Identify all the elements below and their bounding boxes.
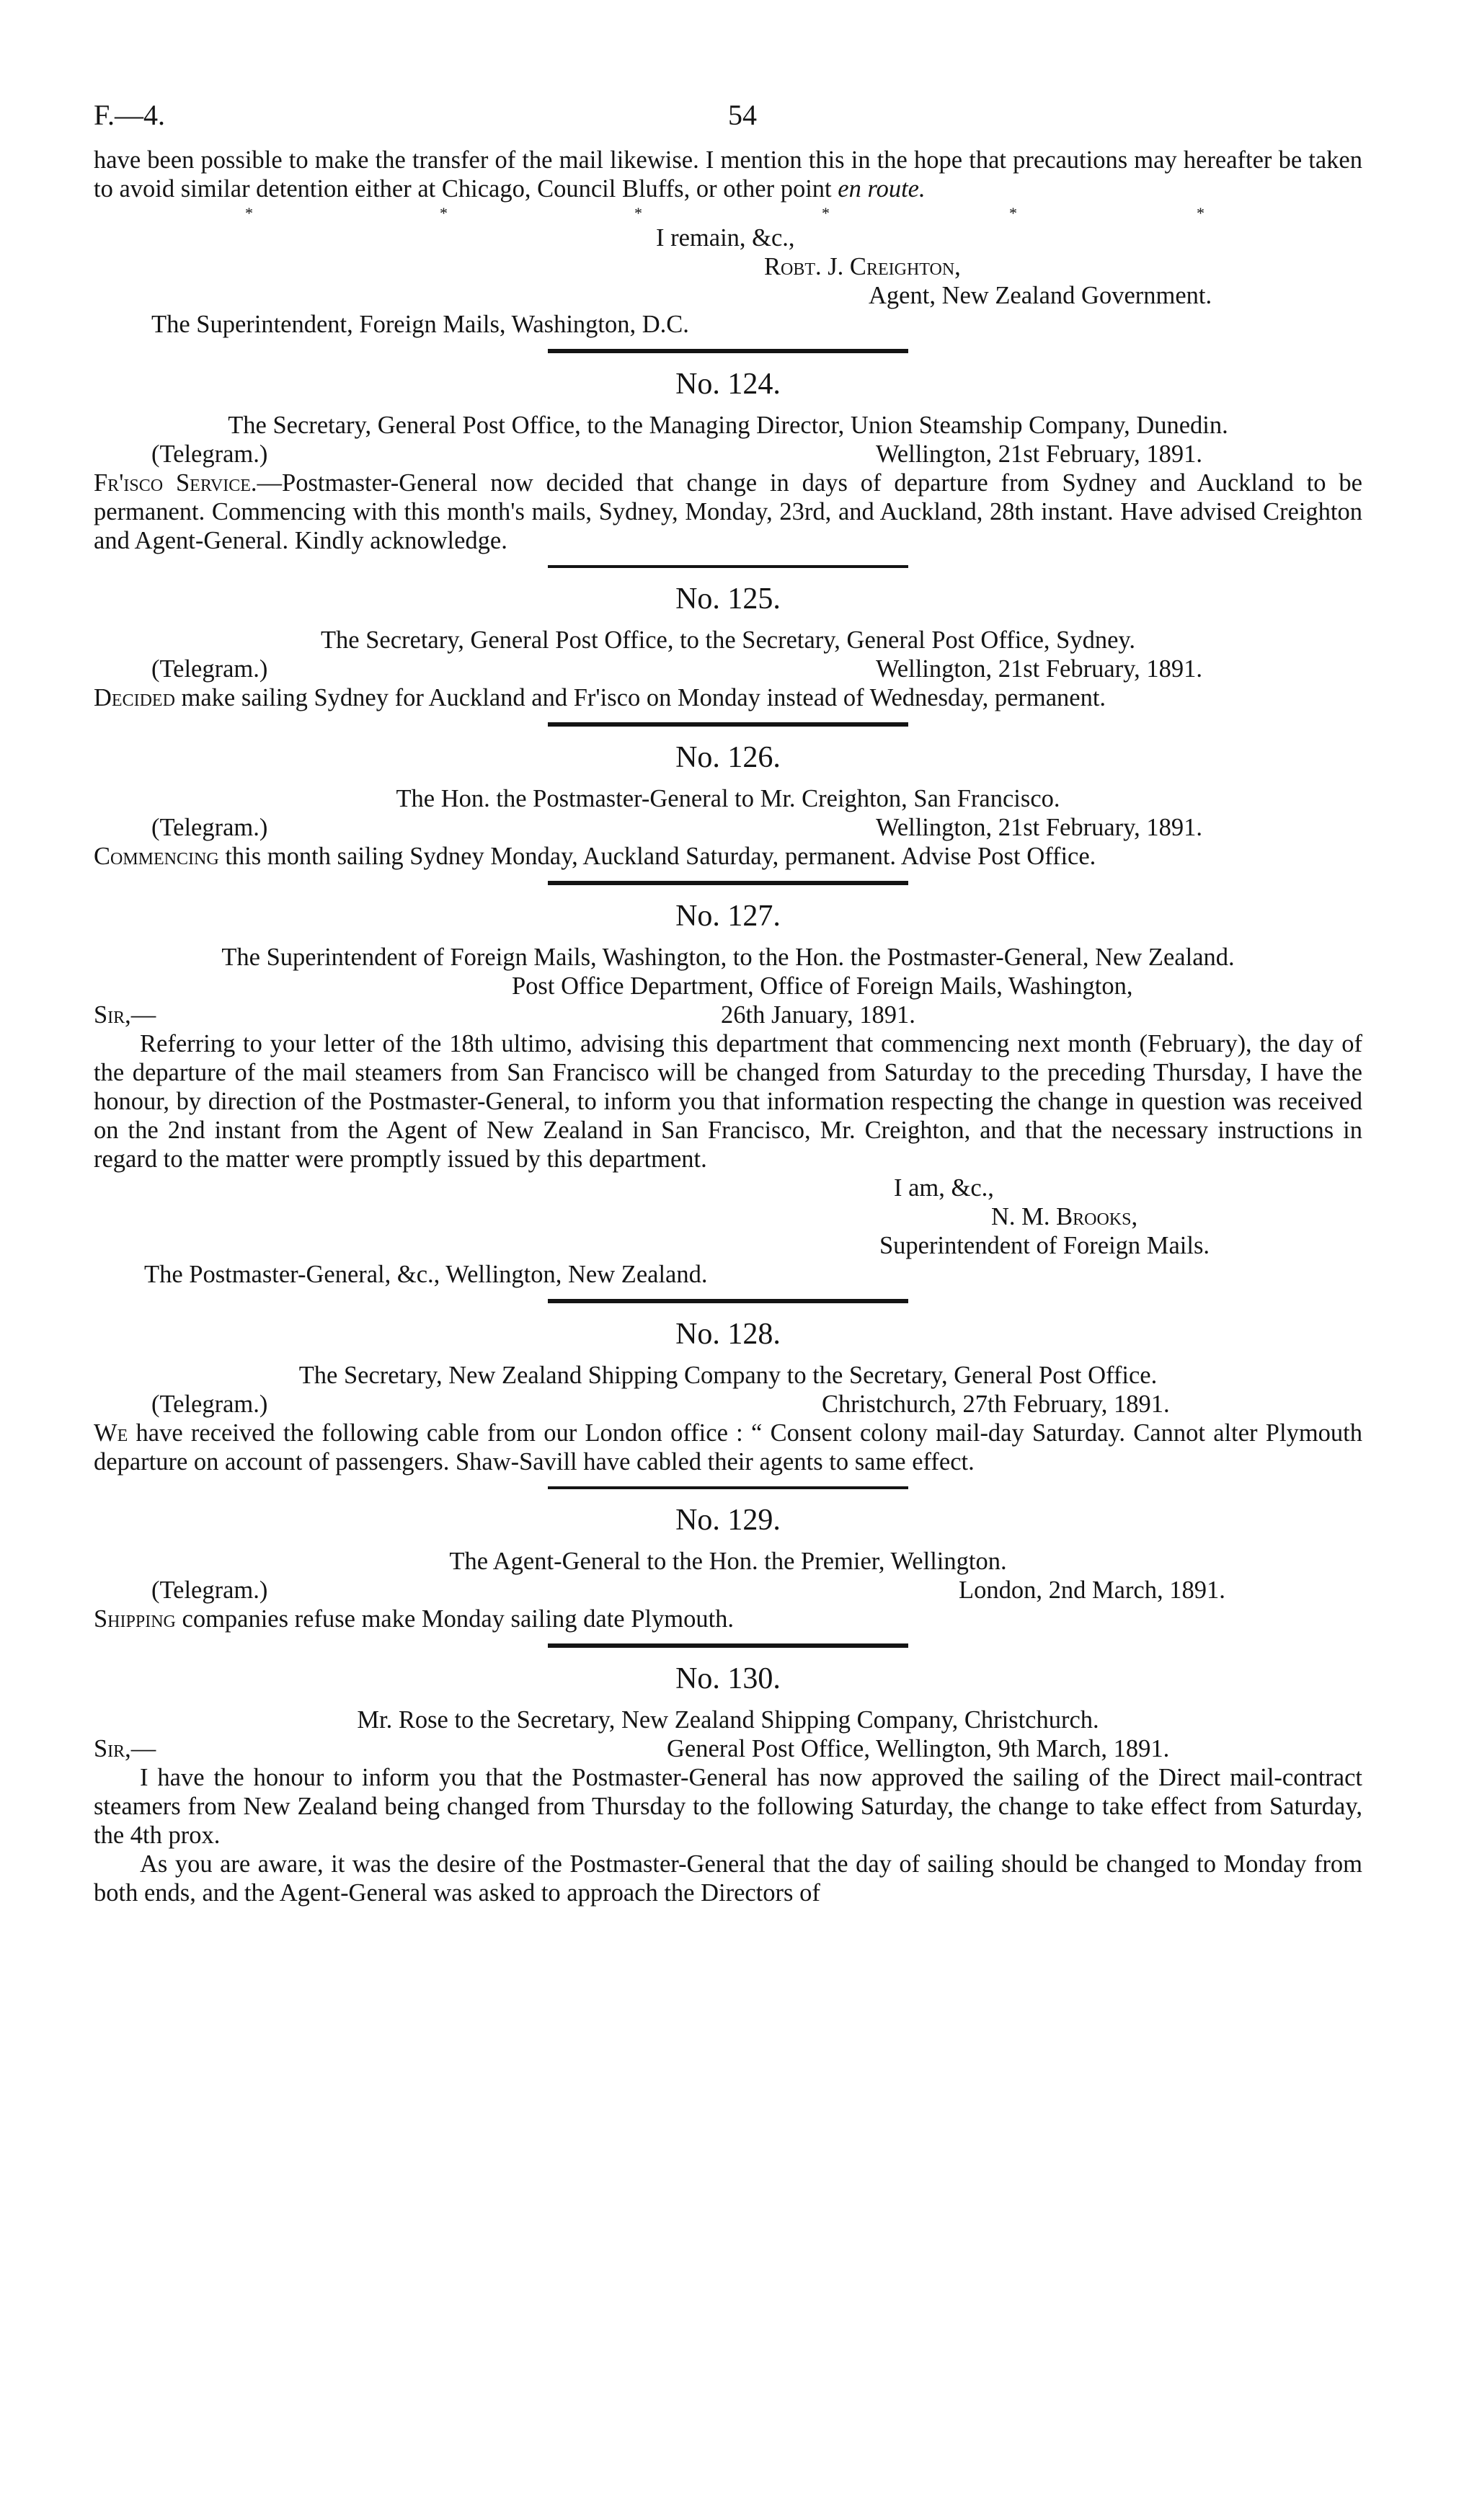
letter-heading: The Agent-General to the Hon. the Premier, Wellington. [449,1548,1007,1575]
section-divider [548,881,908,885]
letter-body [94,683,1362,712]
intro-italic-tail: en route. [838,175,926,203]
letter-heading: Mr. Rose to the Secretary, New Zealand Shipping Company, Christchurch. [357,1706,1099,1734]
ellipsis-stars [94,203,1362,223]
section-divider [548,722,908,727]
body-text: this month sailing Sydney Monday, Auckland Saturday, permanent. Advise Post Office. [218,843,1096,870]
section-divider [548,349,908,353]
letter-number: No. 129. [675,1504,781,1537]
letter-number: No. 125. [675,582,781,616]
salutation: Sir,— [94,1001,156,1029]
letter-number: No. 127. [675,900,781,933]
letter-heading: The Secretary, General Post Office, to the Managing Director, Union Steamship Company, Dunedin. [228,412,1228,439]
star: * [1197,204,1205,222]
letter-heading: The Secretary, General Post Office, to the Secretary, General Post Office, Sydney. [320,626,1136,654]
letter-number: No. 126. [675,741,781,774]
place-date: Wellington, 21st February, 1891. [876,655,1203,683]
letter-body [94,842,1362,871]
salutation: Sir,— [94,1735,156,1762]
body-text: make sailing Sydney for Auckland and Fr'isco on Monday instead of Wednesday, permanent. [174,684,1106,711]
letter-body [94,469,1362,555]
place-date: General Post Office, Wellington, 9th March, 1891. [667,1735,1170,1762]
section-divider [548,565,908,568]
addressee: The Superintendent, Foreign Mails, Washington, D.C. [151,311,689,338]
body-text: companies refuse make Monday sailing date Plymouth. [175,1605,735,1633]
lead-word: Decided [94,684,175,711]
star: * [440,204,448,222]
letter-heading: The Secretary, New Zealand Shipping Company to the Secretary, General Post Office. [298,1362,1158,1389]
addressee: The Postmaster-General, &c., Wellington, New Zealand. [144,1261,708,1288]
telegram-label: (Telegram.) [151,1390,268,1418]
body-text: have received the following cable from our London office : “ Consent colony mail-day Saturday. Cannot alter Plymouth departure on account of passengers. Shaw-Savill have cabled their agents to same effect. [94,1419,1362,1476]
date-line: 26th January, 1891. [721,1001,915,1029]
lead-word: Commencing [94,843,219,870]
closing: I am, &c., [894,1174,994,1202]
telegram-label: (Telegram.) [151,440,268,468]
body-text: —Postmaster-General now decided that change in days of departure from Sydney and Auckland to be permanent. Commencing with this month's mails, Sydney, Monday, 23rd, and Auckland, 28th instant. Have advised Creighton and Agent-General. Kindly acknowledge. [94,469,1362,554]
document-page [94,101,1362,1907]
place-date: Wellington, 21st February, 1891. [876,814,1203,841]
letter-heading: The Hon. the Postmaster-General to Mr. Creighton, San Francisco. [396,785,1060,812]
star: * [1009,204,1017,222]
lead-word: Shipping [94,1605,176,1633]
letter-body-continued: As you are aware, it was the desire of the Postmaster-General that the day of sailing should be changed to Monday from both ends, and the Agent-General was asked to approach the Directors of [94,1850,1362,1907]
signer: Robt. J. Creighton, [764,253,961,280]
section-code: F.—4. [94,99,166,131]
letter-number: No. 130. [675,1662,781,1695]
signer-title: Superintendent of Foreign Mails. [879,1232,1210,1259]
intro-text: have been possible to make the transfer of the mail likewise. I mention this in the hope that precautions may hereafter be taken to avoid similar detention either at Chicago, Council Bluffs, or other point [94,146,1362,203]
section-divider [548,1643,908,1648]
letter-body: I have the honour to inform you that the Postmaster-General has now approved the sailing of the Direct mail-contract steamers from New Zealand being changed from Thursday to the following Saturday, the change to take effect from Saturday, the 4th prox. [94,1764,1362,1849]
page-number: 54 [728,99,757,131]
letter-number: No. 124. [675,368,781,401]
letter-body: Referring to your letter of the 18th ultimo, advising this department that commencing next month (February), the day of the departure of the mail steamers from San Francisco will be changed from Saturday to the preceding Thursday, I have the honour, by direction of the Postmaster-General, to inform you that information respecting the change in question was received on the 2nd instant from the Agent of New Zealand in San Francisco, Mr. Creighton, and that the necessary instructions in regard to the matter were promptly issued by this department. [94,1030,1362,1173]
page-header [94,101,1362,146]
star: * [634,204,642,222]
place-date: Wellington, 21st February, 1891. [876,440,1203,468]
closing: I remain, &c., [656,224,795,252]
telegram-label: (Telegram.) [151,1576,268,1604]
star: * [822,204,830,222]
signer: N. M. Brooks, [991,1203,1138,1230]
telegram-label: (Telegram.) [151,814,268,841]
place-date: London, 2nd March, 1891. [959,1576,1225,1604]
signer-title: Agent, New Zealand Government. [869,282,1212,309]
star: * [245,204,253,222]
letter-number: No. 128. [675,1318,781,1351]
letter-body [94,1605,1362,1633]
intro-paragraph [94,146,1362,203]
lead-word: We [94,1419,128,1447]
telegram-label: (Telegram.) [151,655,268,683]
lead-word: Fr'isco Service. [94,469,257,497]
section-divider [548,1486,908,1489]
section-divider [548,1299,908,1303]
letter-heading: The Superintendent of Foreign Mails, Washington, to the Hon. the Postmaster-General, New Zealand. [221,944,1235,971]
place-line: Post Office Department, Office of Foreign Mails, Washington, [512,972,1133,1000]
place-date: Christchurch, 27th February, 1891. [822,1390,1170,1418]
letter-body [94,1419,1362,1476]
